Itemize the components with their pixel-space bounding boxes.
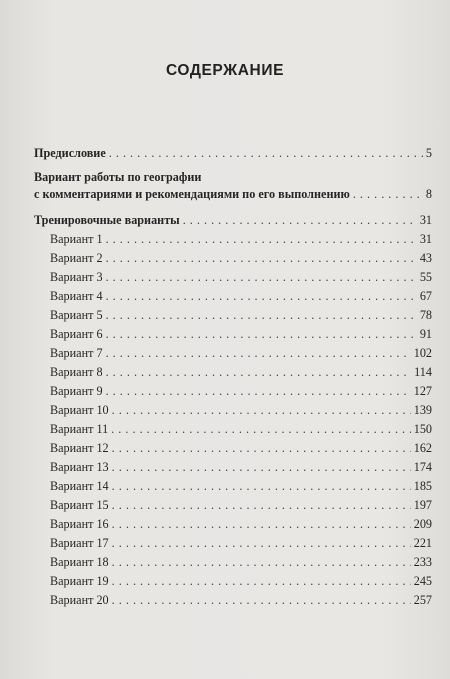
dot-leader (183, 212, 417, 228)
dot-leader (112, 516, 411, 532)
toc-entry-variant-13 (50, 459, 432, 475)
toc-entry-label: Вариант 9 (50, 384, 103, 398)
toc-entry-label: Тренировочные варианты (34, 213, 180, 227)
toc-entry-page: 150 (413, 422, 432, 436)
toc-entry-label: Вариант 2 (50, 251, 103, 265)
toc-entry-variant-12 (50, 440, 432, 456)
toc-entry-preface (34, 145, 432, 161)
dot-leader (112, 459, 411, 475)
toc-entry-page: 31 (419, 232, 432, 246)
toc-entry-page: 127 (413, 384, 432, 398)
toc-entry-variant-6 (50, 326, 432, 342)
toc-entry-variant-16 (50, 516, 432, 532)
toc-entry-variant-4 (50, 288, 432, 304)
toc-entry-page: 221 (413, 536, 432, 550)
dot-leader (112, 573, 411, 589)
dot-leader (112, 592, 411, 608)
dot-leader (109, 145, 423, 161)
toc-entry-page: 67 (419, 289, 432, 303)
dot-leader (112, 402, 411, 418)
toc-entry-page: 5 (425, 146, 432, 160)
toc-entry-variant-9 (50, 383, 432, 399)
toc-entry-variant-1 (50, 231, 432, 247)
toc-entry-label: Вариант 3 (50, 270, 103, 284)
toc-entry-page: 185 (413, 479, 432, 493)
toc-entry-label: Вариант 7 (50, 346, 103, 360)
dot-leader (106, 345, 411, 361)
toc-entry-label: Вариант 17 (50, 536, 109, 550)
toc-entry-page: 43 (419, 251, 432, 265)
toc-entry-variant-15 (50, 497, 432, 513)
dot-leader (112, 497, 411, 513)
toc-entry-label: Вариант 10 (50, 403, 109, 417)
toc-entry-page: 114 (414, 365, 432, 379)
toc-entry-variant-2 (50, 250, 432, 266)
toc-entry-variant-7 (50, 345, 432, 361)
toc-entry-label: Вариант 15 (50, 498, 109, 512)
toc-entry-label: Вариант 11 (50, 422, 109, 436)
toc-entry-page: 197 (413, 498, 432, 512)
toc-entry-variant-3 (50, 269, 432, 285)
dot-leader (106, 250, 417, 266)
toc-entry-label: Вариант 4 (50, 289, 103, 303)
toc-entry-page: 174 (413, 460, 432, 474)
toc-entry-page: 139 (413, 403, 432, 417)
toc-entry-page: 162 (413, 441, 432, 455)
toc-entry-page: 257 (413, 593, 432, 607)
dot-leader (106, 288, 417, 304)
toc-entry-page: 78 (419, 308, 432, 322)
page-title: СОДЕРЖАНИЕ (165, 62, 285, 79)
toc-entry-label: Вариант 14 (50, 479, 109, 493)
toc-entry-page: 91 (419, 327, 432, 341)
toc-entry-variant-work (34, 186, 432, 202)
toc-entry-label: Вариант 16 (50, 517, 109, 531)
toc-entry-label: Вариант 19 (50, 574, 109, 588)
toc-entry-page: 8 (425, 187, 432, 201)
toc-entry-label: Вариант 6 (50, 327, 103, 341)
dot-leader (111, 421, 411, 437)
toc-entry-label: с комментариями и рекомендациями по его выполнению (34, 187, 350, 201)
dot-leader (106, 231, 417, 247)
toc-entry-variant-work-line1: Вариант работы по географии (34, 170, 202, 184)
toc-entry-label: Вариант 20 (50, 593, 109, 607)
dot-leader (106, 269, 417, 285)
toc-entry-variant-18 (50, 554, 432, 570)
toc-entry-variant-5 (50, 307, 432, 323)
toc-entry-variant-17 (50, 535, 432, 551)
toc-entry-page: 31 (419, 213, 432, 227)
dot-leader (112, 478, 411, 494)
dot-leader (106, 326, 417, 342)
toc-entry-training (34, 212, 432, 228)
toc-entry-label: Вариант 12 (50, 441, 109, 455)
toc-entry-page: 233 (413, 555, 432, 569)
toc-entry-page: 245 (413, 574, 432, 588)
toc-entry-label: Вариант 8 (50, 365, 103, 379)
dot-leader (106, 307, 417, 323)
dot-leader (106, 364, 412, 380)
toc-entry-variant-14 (50, 478, 432, 494)
toc-entry-variant-20 (50, 592, 432, 608)
toc-entry-label: Вариант 13 (50, 460, 109, 474)
toc-entry-variant-19 (50, 573, 432, 589)
dot-leader (112, 535, 411, 551)
toc-entry-label: Вариант 1 (50, 232, 103, 246)
toc-entry-variant-8 (50, 364, 432, 380)
dot-leader (112, 554, 411, 570)
dot-leader (112, 440, 411, 456)
toc-entry-variant-10 (50, 402, 432, 418)
dot-leader (353, 186, 423, 202)
toc-entry-page: 102 (413, 346, 432, 360)
dot-leader (106, 383, 411, 399)
toc-entry-page: 209 (413, 517, 432, 531)
toc-entry-page: 55 (419, 270, 432, 284)
toc-entry-variant-11 (50, 421, 432, 437)
toc-entry-label: Предисловие (34, 146, 106, 160)
toc-entry-label: Вариант 5 (50, 308, 103, 322)
toc-entry-label: Вариант 18 (50, 555, 109, 569)
